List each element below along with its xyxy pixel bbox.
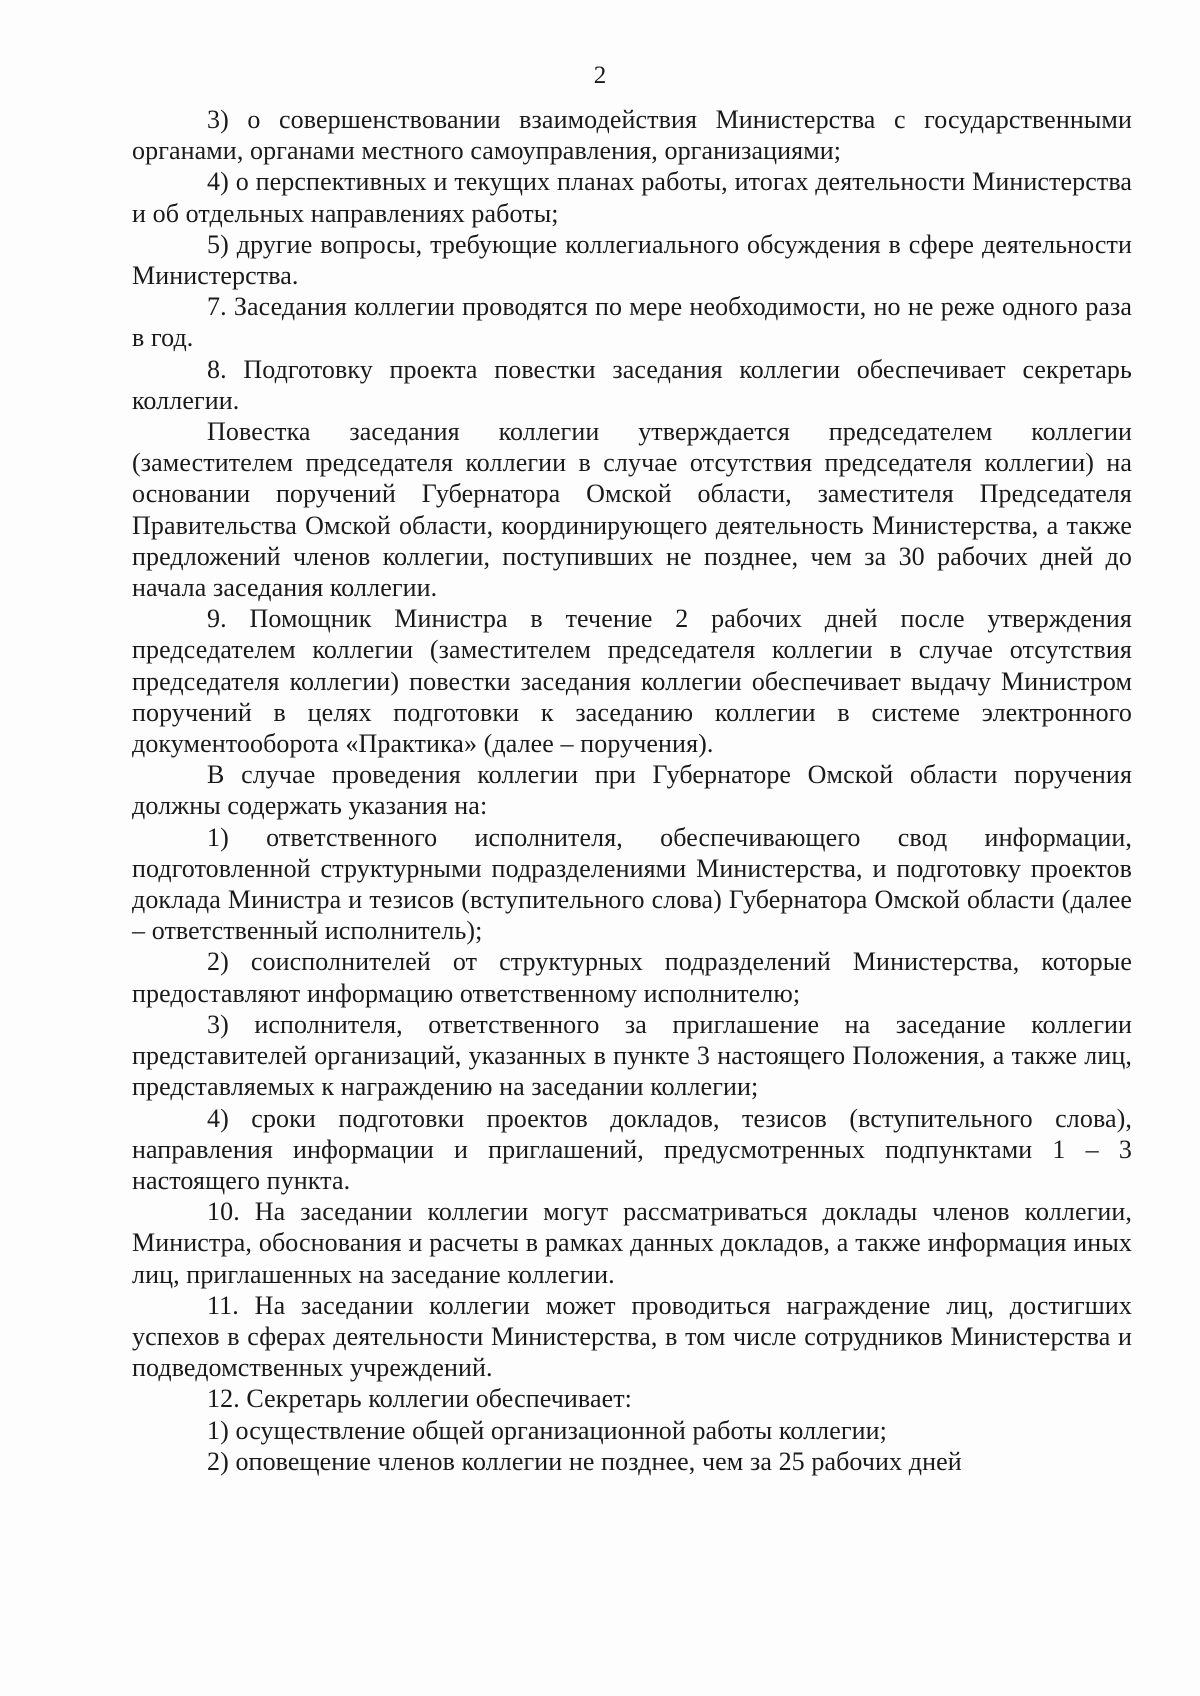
document-body bbox=[132, 104, 1132, 1477]
paragraph-instruction-3: 3) исполнителя, ответственного за приглашение на заседание коллегии представителей организаций, указанных в пункте 3 настоящего Положения, а также лиц, представляемых к награждению на заседании коллегии; bbox=[132, 1009, 1132, 1102]
paragraph-item-3: 3) о совершенствовании взаимодействия Министерства с государственными органами, органами местного самоуправления, организациями; bbox=[132, 105, 1132, 166]
paragraph-clause-11: 11. На заседании коллегии может проводиться награждение лиц, достигших успехов в сферах деятельности Министерства, в том числе сотрудников Министерства и подведомственных учреждений. bbox=[132, 1290, 1132, 1383]
paragraph-clause-10: 10. На заседании коллегии могут рассматриваться доклады членов коллегии, Министра, обоснования и расчеты в рамках данных докладов, а также информация иных лиц, приглашенных на заседание коллегии. bbox=[132, 1197, 1132, 1289]
page-number: 2 bbox=[593, 62, 607, 89]
paragraph-item-5: 5) другие вопросы, требующие коллегиального обсуждения в сфере деятельности Министерства. bbox=[132, 229, 1132, 291]
paragraph-agenda-approval: Повестка заседания коллегии утверждается председателем коллегии (заместителем председателя коллегии в случае отсутствия председателя коллегии) на основании поручений Губернатора Омской области, заместителя Председателя Правительства Омской области, координирующего деятельность Министерства, а также предложений членов коллегии, поступивших не позднее, чем за 30 рабочих дней до начала заседания коллегии. bbox=[132, 417, 1132, 603]
paragraph-clause-8: 8. Подготовку проекта повестки заседания коллегии обеспечивает секретарь коллегии. bbox=[132, 354, 1132, 415]
paragraph-clause-7: 7. Заседания коллегии проводятся по мере необходимости, но не реже одного раза в год. bbox=[132, 292, 1132, 353]
paragraph-instructions-intro: В случае проведения коллегии при Губернаторе Омской области поручения должны содержать указания на: bbox=[132, 760, 1132, 821]
paragraph-instruction-2: 2) соисполнителей от структурных подразделений Министерства, которые предоставляют информацию ответственному исполнителю; bbox=[132, 947, 1132, 1008]
paragraph-instruction-1: 1) ответственного исполнителя, обеспечивающего свод информации, подготовленной структурными подразделениями Министерства, и подготовку проектов доклада Министра и тезисов (вступительного слова) Губернатора Омской области (далее – ответственный исполнитель); bbox=[132, 822, 1132, 946]
paragraph-secretary-duty-2: 2) оповещение членов коллегии не позднее, чем за 25 рабочих дней bbox=[207, 1446, 962, 1476]
paragraph-clause-12: 12. Секретарь коллегии обеспечивает: bbox=[207, 1384, 633, 1414]
paragraph-item-4: 4) о перспективных и текущих планах работы, итогах деятельности Министерства и об отдельных направлениях работы; bbox=[132, 167, 1132, 228]
paragraph-instruction-4: 4) сроки подготовки проектов докладов, тезисов (вступительного слова), направления информации и приглашений, предусмотренных подпунктами 1 – 3 настоящего пункта. bbox=[132, 1103, 1132, 1195]
paragraph-clause-9: 9. Помощник Министра в течение 2 рабочих дней после утверждения председателем коллегии (заместителем председателя коллегии в случае отсутствия председателя коллегии) повестки заседания коллегии обеспечивает выдачу Министром поручений в целях подготовки к заседанию коллегии в системе электронного документооборота «Практика» (далее – поручения). bbox=[132, 604, 1132, 759]
paragraph-secretary-duty-1: 1) осуществление общей организационной работы коллегии; bbox=[207, 1415, 887, 1445]
